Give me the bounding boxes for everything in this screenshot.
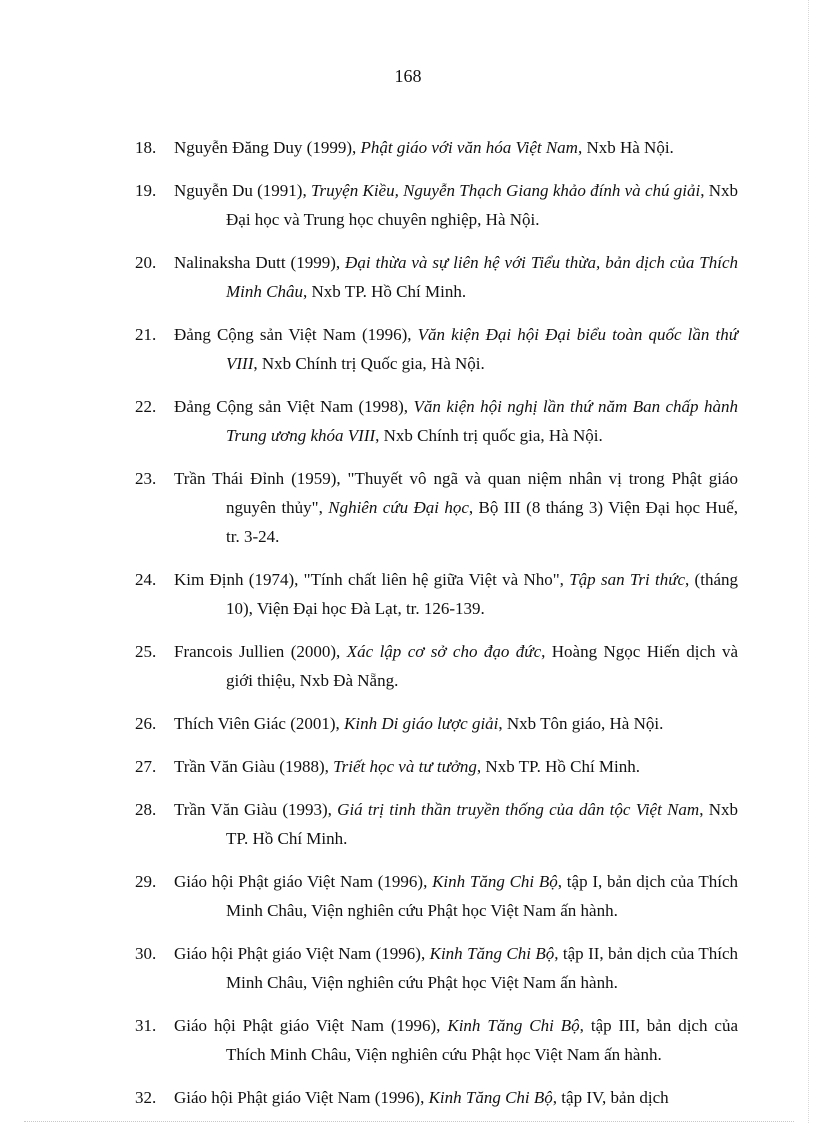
reference-item — [0, 565, 816, 623]
reference-segment: Xác lập cơ sở cho đạo đức — [346, 642, 542, 661]
reference-segment: , Nxb TP. Hồ Chí Minh. — [302, 282, 467, 301]
page-right-border — [808, 0, 809, 1123]
reference-text — [174, 944, 738, 992]
reference-text — [174, 181, 738, 229]
reference-segment: , Hoàng Ngọc Hiến dịch và giới thiệu, Nxb Đà Nẵng. — [226, 642, 738, 690]
reference-text — [174, 800, 738, 848]
reference-segment: Giáo hội Phật giáo Việt Nam (1996), — [174, 944, 430, 963]
reference-segment: Trần Thái Đỉnh (1959), "Thuyết vô ngã và quan niệm nhân vị trong Phật giáo nguyên thủy", — [174, 469, 738, 517]
reference-segment: , tập III, bản dịch của Thích Minh Châu, Viện nghiên cứu Phật học Việt Nam ấn hành. — [226, 1016, 738, 1064]
reference-number: 26. — [135, 714, 157, 733]
reference-item — [0, 176, 816, 234]
reference-item — [0, 709, 816, 738]
reference-segment: Francois Jullien (2000), — [174, 642, 347, 661]
reference-segment: Văn kiện Đại hội Đại biểu toàn quốc lần thứ VIII — [226, 325, 738, 373]
reference-segment: Kinh Di giáo lược giải — [344, 714, 499, 733]
reference-item — [0, 320, 816, 378]
reference-segment: Giá trị tinh thần truyền thống của dân tộc Việt Nam — [337, 800, 700, 819]
reference-number: 19. — [135, 181, 157, 200]
reference-text — [174, 642, 738, 690]
reference-number: 28. — [135, 800, 157, 819]
reference-segment: Kinh Tăng Chi Bộ — [428, 1088, 553, 1107]
reference-segment: Đảng Cộng sản Việt Nam (1996), — [174, 325, 418, 344]
reference-segment: , Nxb Tôn giáo, Hà Nội. — [498, 714, 664, 733]
reference-number: 24. — [135, 570, 157, 589]
reference-text — [174, 714, 663, 733]
reference-segment: Kim Định (1974), "Tính chất liên hệ giữa Việt và Nho", — [174, 570, 570, 589]
reference-segment: , Nxb TP. Hồ Chí Minh. — [226, 800, 738, 848]
reference-segment: Trần Văn Giàu (1993), — [174, 800, 338, 819]
reference-number: 23. — [135, 469, 157, 488]
reference-number: 22. — [135, 397, 157, 416]
reference-text — [174, 397, 738, 445]
reference-number: 20. — [135, 253, 157, 272]
reference-number: 18. — [135, 138, 157, 157]
reference-item — [0, 795, 816, 853]
reference-segment: , Nxb TP. Hồ Chí Minh. — [476, 757, 641, 776]
reference-segment: , Nxb Hà Nội. — [577, 138, 674, 157]
page-number: 168 — [394, 66, 422, 86]
reference-segment: Đại thừa và sự liên hệ với Tiểu thừa, bản dịch của Thích Minh Châu — [226, 253, 738, 301]
reference-number: 32. — [135, 1088, 157, 1107]
reference-number: 30. — [135, 944, 157, 963]
reference-text — [174, 325, 738, 373]
reference-segment: , (tháng 10), Viện Đại học Đà Lạt, tr. 126-139. — [226, 570, 738, 618]
reference-number: 29. — [135, 872, 157, 891]
reference-segment: Kinh Tăng Chi Bộ — [429, 944, 555, 963]
reference-item — [0, 1083, 816, 1112]
reference-segment: Kinh Tăng Chi Bộ — [432, 872, 558, 891]
reference-segment: Tập san Tri thức — [569, 570, 686, 589]
reference-item — [0, 867, 816, 925]
reference-item — [0, 464, 816, 551]
reference-segment: , Nxb Đại học và Trung học chuyên nghiệp, Hà Nội. — [226, 181, 738, 229]
reference-number: 27. — [135, 757, 157, 776]
reference-segment: , tập I, bản dịch của Thích Minh Châu, Viện nghiên cứu Phật học Việt Nam ấn hành. — [226, 872, 738, 920]
reference-segment: Giáo hội Phật giáo Việt Nam (1996), — [174, 1016, 448, 1035]
reference-segment: Văn kiện hội nghị lần thứ năm Ban chấp hành Trung ương khóa VIII — [226, 397, 738, 445]
reference-item — [0, 133, 816, 162]
reference-segment: , tập II, bản dịch của Thích Minh Châu, Viện nghiên cứu Phật học Việt Nam ấn hành. — [226, 944, 738, 992]
reference-item — [0, 248, 816, 306]
reference-segment: Kinh Tăng Chi Bộ — [447, 1016, 580, 1035]
reference-segment: , tập IV, bản dịch — [552, 1088, 669, 1107]
reference-text — [174, 757, 640, 776]
reference-text — [174, 469, 738, 546]
page-bottom-border — [24, 1121, 794, 1122]
reference-number: 25. — [135, 642, 157, 661]
reference-item — [0, 637, 816, 695]
reference-item — [0, 939, 816, 997]
reference-segment: , Nxb Chính trị quốc gia, Hà Nội. — [375, 426, 603, 445]
reference-segment: Nguyễn Du (1991), — [174, 181, 311, 200]
reference-item — [0, 752, 816, 781]
reference-segment: Triết học và tư tưởng — [333, 757, 477, 776]
reference-segment: , Bộ III (8 tháng 3) Viện Đại học Huế, tr. 3-24. — [226, 498, 738, 546]
reference-segment: Nalinaksha Dutt (1999), — [174, 253, 346, 272]
reference-number: 21. — [135, 325, 157, 344]
reference-segment: Nghiên cứu Đại học — [328, 498, 469, 517]
reference-segment: Truyện Kiều, Nguyễn Thạch Giang khảo đính và chú giải — [310, 181, 701, 200]
reference-text — [174, 1088, 669, 1107]
reference-number: 31. — [135, 1016, 157, 1035]
reference-text — [174, 253, 738, 301]
reference-list — [0, 133, 816, 1126]
reference-segment: Nguyễn Đăng Duy (1999), — [174, 138, 361, 157]
reference-item — [0, 392, 816, 450]
reference-segment: Giáo hội Phật giáo Việt Nam (1996), — [174, 872, 433, 891]
reference-segment: , Nxb Chính trị Quốc gia, Hà Nội. — [253, 354, 485, 373]
reference-text — [174, 872, 738, 920]
reference-segment: Thích Viên Giác (2001), — [174, 714, 345, 733]
reference-segment: Phật giáo với văn hóa Việt Nam — [360, 138, 578, 157]
reference-segment: Giáo hội Phật giáo Việt Nam (1996), — [174, 1088, 429, 1107]
reference-segment: Đảng Cộng sản Việt Nam (1998), — [174, 397, 414, 416]
reference-text — [174, 1016, 738, 1064]
reference-text — [174, 138, 674, 157]
reference-segment: Trần Văn Giàu (1988), — [174, 757, 334, 776]
reference-item — [0, 1011, 816, 1069]
reference-text — [174, 570, 738, 618]
